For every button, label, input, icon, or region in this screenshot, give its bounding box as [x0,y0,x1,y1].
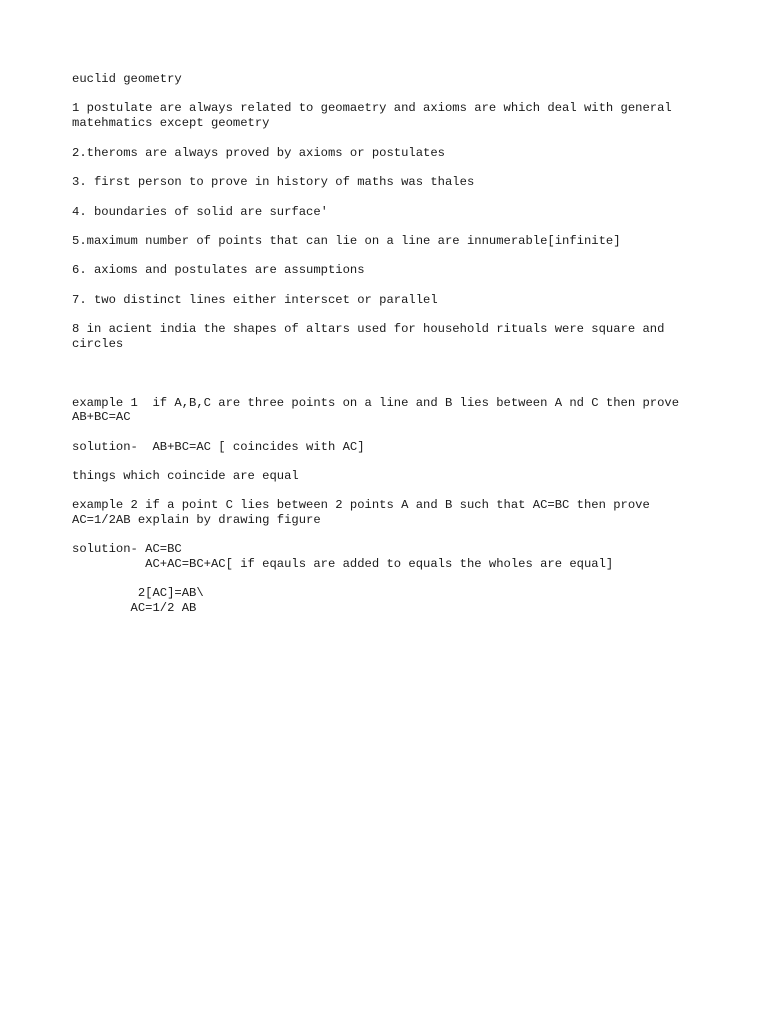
document-title: euclid geometry [72,72,182,86]
example-2-solution-line-3: 2[AC]=AB\ [72,586,204,600]
example-2-solution-line-1: solution- AC=BC [72,542,182,556]
example-2-solution-line-4: AC=1/2 AB [72,601,197,615]
example-1-reason: things which coincide are equal [72,469,299,483]
example-1-solution: solution- AB+BC=AC [ coincides with AC] [72,440,365,454]
example-1-question-line-2: AB+BC=AC [72,410,131,424]
note-4: 4. boundaries of solid are surface' [72,205,328,219]
note-6: 6. axioms and postulates are assumptions [72,263,365,277]
note-1-line-2: matehmatics except geometry [72,116,270,130]
note-8-line-2: circles [72,337,124,351]
note-3: 3. first person to prove in history of maths was thales [72,175,475,189]
note-5: 5.maximum number of points that can lie on a line are innumerable[infinite] [72,234,621,248]
example-2-question-line-2: AC=1/2AB explain by drawing figure [72,513,321,527]
note-8-line-1: 8 in acient india the shapes of altars used for household rituals were square and [72,322,665,336]
example-2-question-line-1: example 2 if a point C lies between 2 points A and B such that AC=BC then prove [72,498,650,512]
example-2-solution-line-2: AC+AC=BC+AC[ if eqauls are added to equals the wholes are equal] [72,557,614,571]
note-2: 2.theroms are always proved by axioms or postulates [72,146,445,160]
example-1-question-line-1: example 1 if A,B,C are three points on a line and B lies between A nd C then prove [72,396,680,410]
note-7: 7. two distinct lines either interscet or parallel [72,293,438,307]
note-1-line-1: 1 postulate are always related to geomaetry and axioms are which deal with general [72,101,672,115]
